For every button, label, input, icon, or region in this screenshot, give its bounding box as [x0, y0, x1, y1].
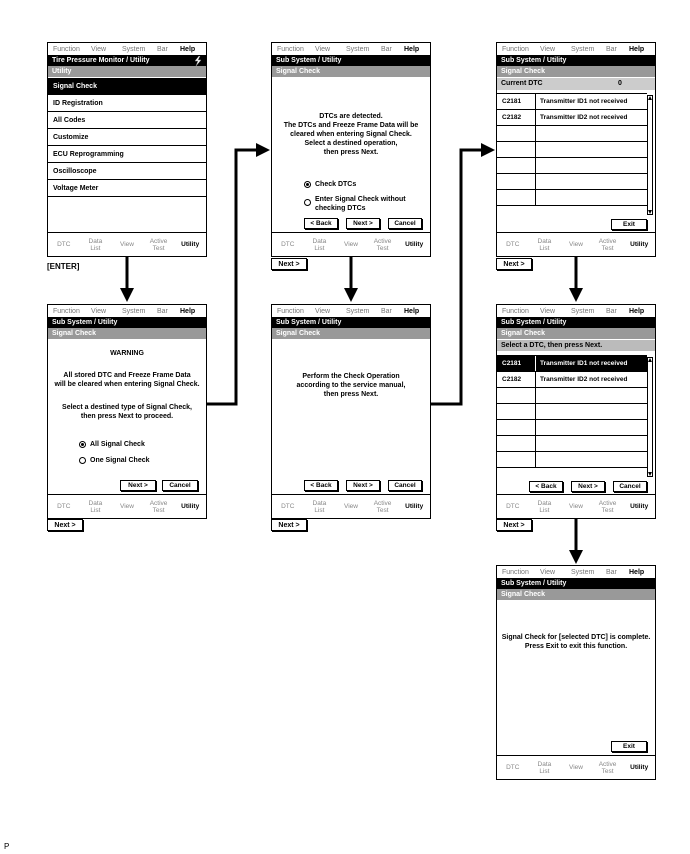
- sub-title: Signal Check: [48, 328, 206, 339]
- menu-system[interactable]: System: [571, 568, 595, 576]
- window-title: Sub System / Utility: [272, 55, 430, 66]
- flow-arrowhead-2-to-3: [256, 143, 270, 157]
- tab-utility-label: Utility: [181, 241, 200, 248]
- tab-active-test-line2: Test: [601, 767, 614, 775]
- menu-bar-item[interactable]: Bar: [606, 307, 617, 315]
- menu-item-oscilloscope[interactable]: Oscilloscope: [48, 163, 206, 180]
- menu-function[interactable]: Function: [502, 568, 529, 576]
- flow-arrowhead-1-to-2: [120, 288, 134, 302]
- menu-bar-item[interactable]: Bar: [157, 45, 168, 53]
- menu-help[interactable]: Help: [404, 307, 420, 315]
- tab-utility-label: Utility: [630, 241, 649, 248]
- cancel-button[interactable]: Cancel: [613, 481, 647, 492]
- tab-data-list-line2: List: [539, 244, 550, 252]
- tab-active-test-line1: Active: [598, 499, 617, 507]
- dtc-code: C2181: [502, 360, 522, 367]
- tab-data-list-line1: Data: [312, 499, 327, 507]
- menu-view[interactable]: View: [540, 307, 556, 315]
- tab-data-list-line1: Data: [88, 499, 103, 507]
- dtc-description: Transmitter ID2 not received: [540, 376, 628, 383]
- next-step-label: Next >: [496, 258, 532, 270]
- menu-system[interactable]: System: [346, 45, 370, 53]
- tab-utility-label: Utility: [181, 503, 200, 510]
- dtc-code: C2182: [502, 376, 522, 383]
- window-title: Tire Pressure Monitor / Utility: [48, 55, 206, 66]
- warning-heading: WARNING: [110, 350, 144, 357]
- tab-active-test-line1: Active: [149, 237, 168, 245]
- next-step-label: Next >: [47, 519, 83, 531]
- message-line-3: cleared when entering Signal Check.: [290, 131, 412, 138]
- menu-function[interactable]: Function: [277, 307, 304, 315]
- window-title: Sub System / Utility: [48, 317, 206, 328]
- tab-dtc-label: DTC: [506, 503, 520, 510]
- message-line-1: Perform the Check Operation: [302, 373, 400, 380]
- tab-data-list-line1: Data: [537, 499, 552, 507]
- radio-label: One Signal Check: [90, 457, 150, 464]
- back-button[interactable]: < Back: [304, 218, 338, 229]
- message-line-1: DTCs are detected.: [319, 113, 383, 120]
- next-step-label: Next >: [271, 258, 307, 270]
- back-button[interactable]: < Back: [529, 481, 563, 492]
- flow-arrowhead-3-to-4: [344, 288, 358, 302]
- tab-dtc-label: DTC: [281, 503, 295, 510]
- menu-system[interactable]: System: [346, 307, 370, 315]
- menu-bar-item[interactable]: Bar: [606, 568, 617, 576]
- tab-view-label: View: [568, 241, 583, 248]
- menu-item-ecu-reprogramming[interactable]: ECU Reprogramming: [48, 146, 206, 163]
- next-button[interactable]: Next >: [120, 480, 156, 491]
- figure-code: P: [4, 842, 10, 851]
- warning-line-4: then press Next to proceed.: [80, 413, 174, 420]
- menu-help[interactable]: Help: [629, 45, 645, 53]
- tab-view-label: View: [343, 503, 358, 510]
- tab-data-list-line1: Data: [537, 760, 552, 768]
- tab-active-test-line2: Test: [376, 506, 389, 514]
- menu-view[interactable]: View: [540, 568, 556, 576]
- tab-active-test-line1: Active: [598, 237, 617, 245]
- flow-arrowhead-5-to-6: [569, 288, 583, 302]
- tab-data-list-line1: Data: [312, 237, 327, 245]
- next-button[interactable]: Next >: [571, 481, 605, 492]
- menu-function[interactable]: Function: [502, 45, 529, 53]
- menu-bar-item[interactable]: Bar: [381, 45, 392, 53]
- tab-dtc-label: DTC: [506, 241, 520, 248]
- tab-view-label: View: [119, 503, 134, 510]
- window-title: Sub System / Utility: [497, 55, 655, 66]
- tab-data-list-line1: Data: [537, 237, 552, 245]
- cancel-button[interactable]: Cancel: [388, 218, 422, 229]
- cancel-button[interactable]: Cancel: [162, 480, 198, 491]
- tab-data-list-line2: List: [314, 244, 325, 252]
- dtc-description: Transmitter ID1 not received: [540, 98, 628, 105]
- menu-item-voltage-meter[interactable]: Voltage Meter: [48, 180, 206, 197]
- flow-arrow-4-to-5: [431, 150, 483, 404]
- flow-arrowhead-6-to-7: [569, 550, 583, 564]
- tab-view-label: View: [568, 503, 583, 510]
- menu-help[interactable]: Help: [180, 307, 196, 315]
- dtc-code: C2182: [502, 114, 522, 121]
- message-line-1: Signal Check for [selected DTC] is complete.: [501, 634, 651, 641]
- current-dtc-label: Current DTC: [501, 80, 543, 87]
- exit-button[interactable]: Exit: [611, 741, 647, 752]
- message-line-5: then press Next.: [323, 149, 379, 156]
- next-button[interactable]: Next >: [346, 480, 380, 491]
- menu-function[interactable]: Function: [277, 45, 304, 53]
- tab-utility-label: Utility: [630, 764, 649, 771]
- window-title: Sub System / Utility: [497, 578, 655, 589]
- enter-key-label: [ENTER]: [47, 262, 80, 271]
- tab-dtc-label: DTC: [281, 241, 295, 248]
- menu-item-customize[interactable]: Customize: [48, 129, 206, 146]
- menu-function[interactable]: Function: [53, 45, 80, 53]
- menu-function[interactable]: Function: [502, 307, 529, 315]
- tab-active-test-line2: Test: [152, 244, 165, 252]
- radio-label-line2: checking DTCs: [315, 205, 366, 212]
- message-line-2: Press Exit to exit this function.: [524, 643, 628, 650]
- tab-active-test-line2: Test: [601, 244, 614, 252]
- menu-bar-item[interactable]: Bar: [381, 307, 392, 315]
- next-button[interactable]: Next >: [346, 218, 380, 229]
- menu-system[interactable]: System: [571, 307, 595, 315]
- dtc-code: C2181: [502, 98, 522, 105]
- radio-label-line1: Enter Signal Check without: [315, 196, 406, 203]
- sub-title: Utility: [48, 66, 206, 77]
- menu-item-all-codes[interactable]: All Codes: [48, 112, 206, 129]
- select-prompt: Select a DTC, then press Next.: [497, 340, 655, 351]
- warning-line-3: Select a destined type of Signal Check,: [62, 404, 192, 411]
- menu-item-id-registration[interactable]: ID Registration: [48, 95, 206, 112]
- tab-utility-label: Utility: [405, 241, 424, 248]
- tab-active-test-line2: Test: [152, 506, 165, 514]
- tab-utility-label: Utility: [630, 503, 649, 510]
- tab-data-list-line2: List: [90, 506, 101, 514]
- tab-active-test-line1: Active: [373, 237, 392, 245]
- sub-title: Signal Check: [497, 328, 655, 339]
- current-dtc-count: 0: [618, 80, 622, 87]
- exit-button[interactable]: Exit: [611, 219, 647, 230]
- flow-arrowhead-4-to-5: [481, 143, 495, 157]
- menu-function[interactable]: Function: [53, 307, 80, 315]
- tab-view-label: View: [568, 764, 583, 771]
- next-step-label: Next >: [271, 519, 307, 531]
- menu-item-signal-check[interactable]: Signal Check: [48, 78, 206, 95]
- menu-view[interactable]: View: [91, 45, 107, 53]
- message-line-4: Select a destined operation,: [304, 140, 398, 147]
- next-step-label: Next >: [496, 519, 532, 531]
- tab-data-list-line1: Data: [88, 237, 103, 245]
- dtc-description: Transmitter ID2 not received: [540, 114, 628, 121]
- warning-line-1: All stored DTC and Freeze Frame Data: [63, 372, 191, 379]
- flow-arrow-2-to-3: [207, 150, 258, 404]
- tab-active-test-line1: Active: [598, 760, 617, 768]
- tab-active-test-line1: Active: [373, 499, 392, 507]
- tab-view-label: View: [343, 241, 358, 248]
- dtc-description: Transmitter ID1 not received: [540, 360, 628, 367]
- menu-system[interactable]: System: [122, 307, 146, 315]
- tab-active-test-line1: Active: [149, 499, 168, 507]
- cancel-button[interactable]: Cancel: [388, 480, 422, 491]
- sub-title: Signal Check: [497, 589, 655, 600]
- menu-view[interactable]: View: [315, 307, 331, 315]
- menu-help[interactable]: Help: [404, 45, 420, 53]
- menu-bar-item[interactable]: Bar: [606, 45, 617, 53]
- tab-view-label: View: [119, 241, 134, 248]
- menu-system[interactable]: System: [122, 45, 146, 53]
- radio-label: Check DTCs: [315, 181, 357, 188]
- warning-line-2: will be cleared when entering Signal Check.: [54, 381, 200, 388]
- sub-title: Signal Check: [272, 66, 430, 77]
- menu-bar-item[interactable]: Bar: [157, 307, 168, 315]
- menu-view[interactable]: View: [91, 307, 107, 315]
- tab-dtc-label: DTC: [57, 241, 71, 248]
- tab-data-list-line2: List: [539, 506, 550, 514]
- window-title: Sub System / Utility: [272, 317, 430, 328]
- tab-data-list-line2: List: [90, 244, 101, 252]
- menu-view[interactable]: View: [315, 45, 331, 53]
- window-title: Sub System / Utility: [497, 317, 655, 328]
- message-line-2: according to the service manual,: [296, 382, 406, 389]
- menu-help[interactable]: Help: [629, 568, 645, 576]
- back-button[interactable]: < Back: [304, 480, 338, 491]
- sub-title: Signal Check: [272, 328, 430, 339]
- message-line-3: then press Next.: [323, 391, 379, 398]
- radio-label: All Signal Check: [90, 441, 145, 448]
- tab-dtc-label: DTC: [506, 764, 520, 771]
- tab-active-test-line2: Test: [376, 244, 389, 252]
- menu-system[interactable]: System: [571, 45, 595, 53]
- tab-utility-label: Utility: [405, 503, 424, 510]
- tab-data-list-line2: List: [314, 506, 325, 514]
- sub-title: Signal Check: [497, 66, 655, 77]
- tab-dtc-label: DTC: [57, 503, 71, 510]
- menu-help[interactable]: Help: [180, 45, 196, 53]
- tab-data-list-line2: List: [539, 767, 550, 775]
- message-line-2: The DTCs and Freeze Frame Data will be: [283, 122, 419, 129]
- menu-view[interactable]: View: [540, 45, 556, 53]
- tab-active-test-line2: Test: [601, 506, 614, 514]
- menu-help[interactable]: Help: [629, 307, 645, 315]
